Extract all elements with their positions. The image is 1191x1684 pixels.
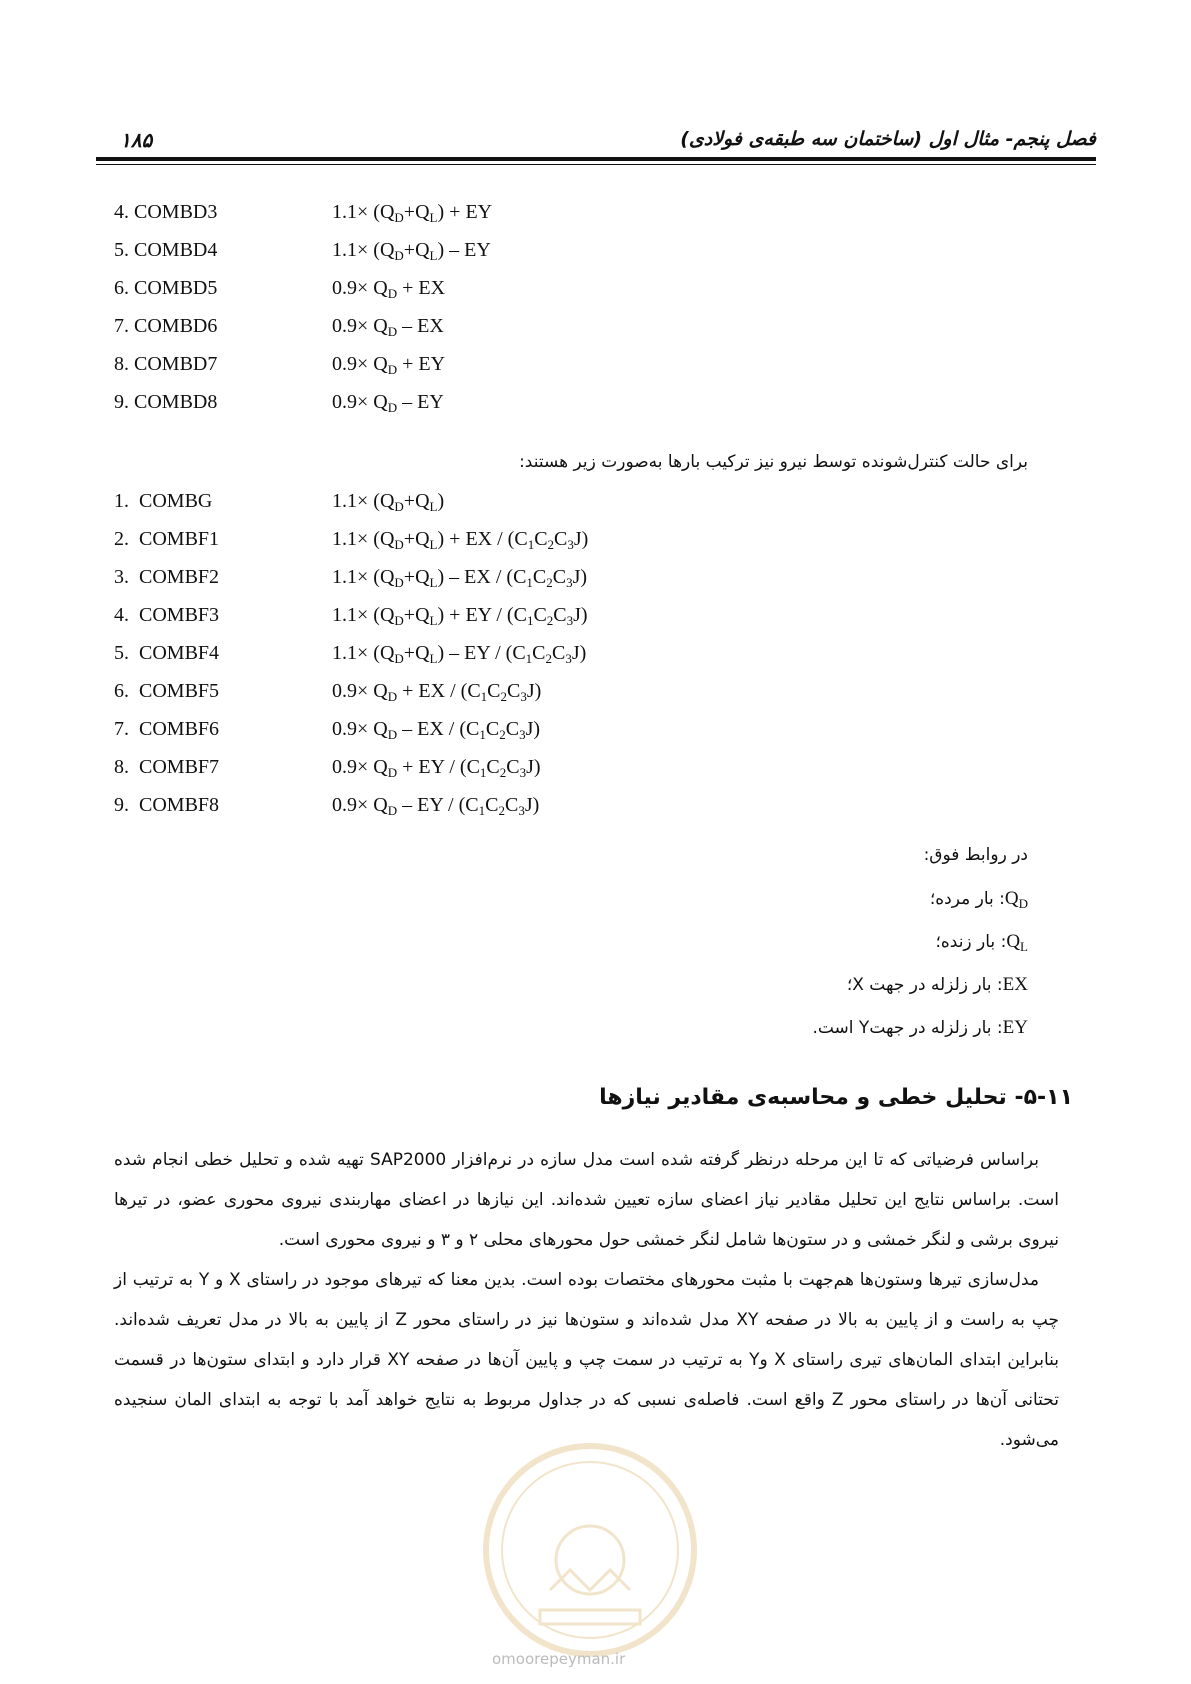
combo-row <box>114 193 714 231</box>
header-rule-thin <box>96 164 1096 165</box>
combo-expression: $0.9\times Q_D$ – EY <box>332 391 444 415</box>
legend-symbol: EY <box>1002 1017 1028 1038</box>
page-number: ۱۸۵ <box>120 128 153 152</box>
combo-row <box>114 634 714 672</box>
watermark-seal <box>480 1440 700 1660</box>
combo-label: 6. COMBF5 <box>114 680 220 702</box>
combo-row <box>114 748 714 786</box>
combo-label: 7. COMBD6 <box>114 315 218 337</box>
combo-row <box>114 596 714 634</box>
watermark-url: omoorepeyman.ir <box>492 1650 626 1668</box>
combo-label: 5. COMBD4 <box>114 239 218 261</box>
combo-row <box>114 383 714 421</box>
combo-expression: $1.1\times (Q_D+Q_L)$ – EY <box>332 239 491 263</box>
combo-row <box>114 558 714 596</box>
body-text <box>114 1140 1059 1460</box>
combo-label: 9. COMBF8 <box>114 794 220 816</box>
combo-expression: $0.9\times Q_D$ – EX / $(C_1C_2C_3J)$ <box>332 718 541 742</box>
combo-expression: $1.1\times (Q_D+Q_L)$ + EY <box>332 201 493 225</box>
combo-row <box>114 307 714 345</box>
combo-row <box>114 269 714 307</box>
legend-heading: در روابط فوق: <box>923 845 1028 865</box>
legend-items <box>528 877 1028 1049</box>
combo-label: 9. COMBD8 <box>114 391 218 413</box>
combo-label: 1. COMBG <box>114 490 213 512</box>
combo-row <box>114 231 714 269</box>
combf-list <box>114 482 714 824</box>
combo-expression: $0.9\times Q_D$ + EX / $(C_1C_2C_3J)$ <box>332 680 542 704</box>
combo-row <box>114 710 714 748</box>
combo-expression: $1.1\times (Q_D+Q_L)$ – EY / $(C_1C_2C_3J)$ <box>332 642 587 666</box>
combo-row <box>114 672 714 710</box>
legend-description: : بار زلزله در جهتY است. <box>812 1018 1003 1038</box>
combo-expression: $1.1\times (Q_D+Q_L)$ + EX / $(C_1C_2C_3J)$ <box>332 528 589 552</box>
combd-list <box>114 193 714 421</box>
paragraph: مدل‌سازی تیرها وستون‌ها هم‌جهت با مثبت محورهای مختصات بوده است. بدین معنا که تیرهای موجود در راستای X و Y به ترتیب از چپ به راست و از پایین به بالا در صفحه XY مدل شده‌اند و ستون‌ها نیز در راستای محور Z از پایین به بالا در مدل تعریف شده‌اند. بنابراین ابتدای المان‌های تیری راستای X وY به ترتیب در سمت چپ و پایین آن‌ها در صفحه XY قرار دارد و ابتدای ستون‌ها در قسمت تحتانی آن‌ها در راستای محور Z واقع است. فاصله‌ی نسبی که در جداول مربوط به نتایج خواهد آمد با توجه به ابتدای المان سنجیده می‌شود. <box>114 1270 1059 1450</box>
legend-item <box>528 963 1028 1006</box>
legend-description: : بار زلزله در جهت X؛ <box>846 975 1003 995</box>
chapter-title: فصل پنجم- مثال اول (ساختمان سه طبقه‌ی فولادی) <box>680 128 1096 150</box>
combo-row <box>114 482 714 520</box>
page-header <box>96 128 1096 158</box>
combo-expression: $1.1\times (Q_D+Q_L)$ <box>332 490 445 514</box>
combo-label: 4. COMBD3 <box>114 201 218 223</box>
combo-label: 8. COMBF7 <box>114 756 220 778</box>
combo-label: 4. COMBF3 <box>114 604 220 626</box>
combo-expression: $1.1\times (Q_D+Q_L)$ – EX / $(C_1C_2C_3J)$ <box>332 566 588 590</box>
section-title: ۵-۱۱- تحلیل خطی و محاسبه‌ی مقادیر نیازها <box>599 1085 1073 1110</box>
legend-item <box>528 877 1028 920</box>
paragraph: براساس فرضیاتی که تا این مرحله درنظر گرفته شده است مدل سازه در نرم‌افزار SAP2000 تهیه شده و تحلیل خطی انجام شده است. براساس نتایج این تحلیل مقادیر نیاز اعضای سازه تعیین شده‌اند. این نیازها در اعضای مهاربندی نیروی محوری عضو، در تیرها نیروی برشی و لنگر خمشی و در ستون‌ها شامل لنگر خمشی حول محورهای محلی ۲ و ۳ و نیروی محوری است. <box>114 1150 1059 1250</box>
header-rule-thick <box>96 157 1096 161</box>
combo-label: 6. COMBD5 <box>114 277 218 299</box>
legend-description: : بار مرده؛ <box>929 889 1005 909</box>
legend-description: : بار زنده؛ <box>935 932 1007 952</box>
combo-label: 3. COMBF2 <box>114 566 220 588</box>
combo-expression: $0.9\times Q_D$ + EY / $(C_1C_2C_3J)$ <box>332 756 541 780</box>
combo-label: 5. COMBF4 <box>114 642 220 664</box>
legend-symbol: $Q_D$ <box>1004 888 1028 911</box>
combo-label: 2. COMBF1 <box>114 528 220 550</box>
combo-expression: $0.9\times Q_D$ – EX <box>332 315 444 339</box>
intro-force-controlled: برای حالت کنترل‌شونده توسط نیرو نیز ترکیب بارها به‌صورت زیر هستند: <box>519 452 1028 472</box>
combo-expression: $0.9\times Q_D$ + EY <box>332 353 446 377</box>
combo-label: 8. COMBD7 <box>114 353 218 375</box>
legend-item <box>528 1006 1028 1049</box>
legend <box>528 834 1028 1049</box>
combo-row <box>114 520 714 558</box>
combo-expression: $0.9\times Q_D$ + EX <box>332 277 446 301</box>
combo-label: 7. COMBF6 <box>114 718 220 740</box>
combo-row <box>114 345 714 383</box>
combo-row <box>114 786 714 824</box>
combo-expression: $1.1\times (Q_D+Q_L)$ + EY / $(C_1C_2C_3J)$ <box>332 604 588 628</box>
combo-expression: $0.9\times Q_D$ – EY / $(C_1C_2C_3J)$ <box>332 794 540 818</box>
legend-symbol: $Q_L$ <box>1006 931 1028 954</box>
legend-symbol: EX <box>1002 974 1028 995</box>
legend-item <box>528 920 1028 963</box>
